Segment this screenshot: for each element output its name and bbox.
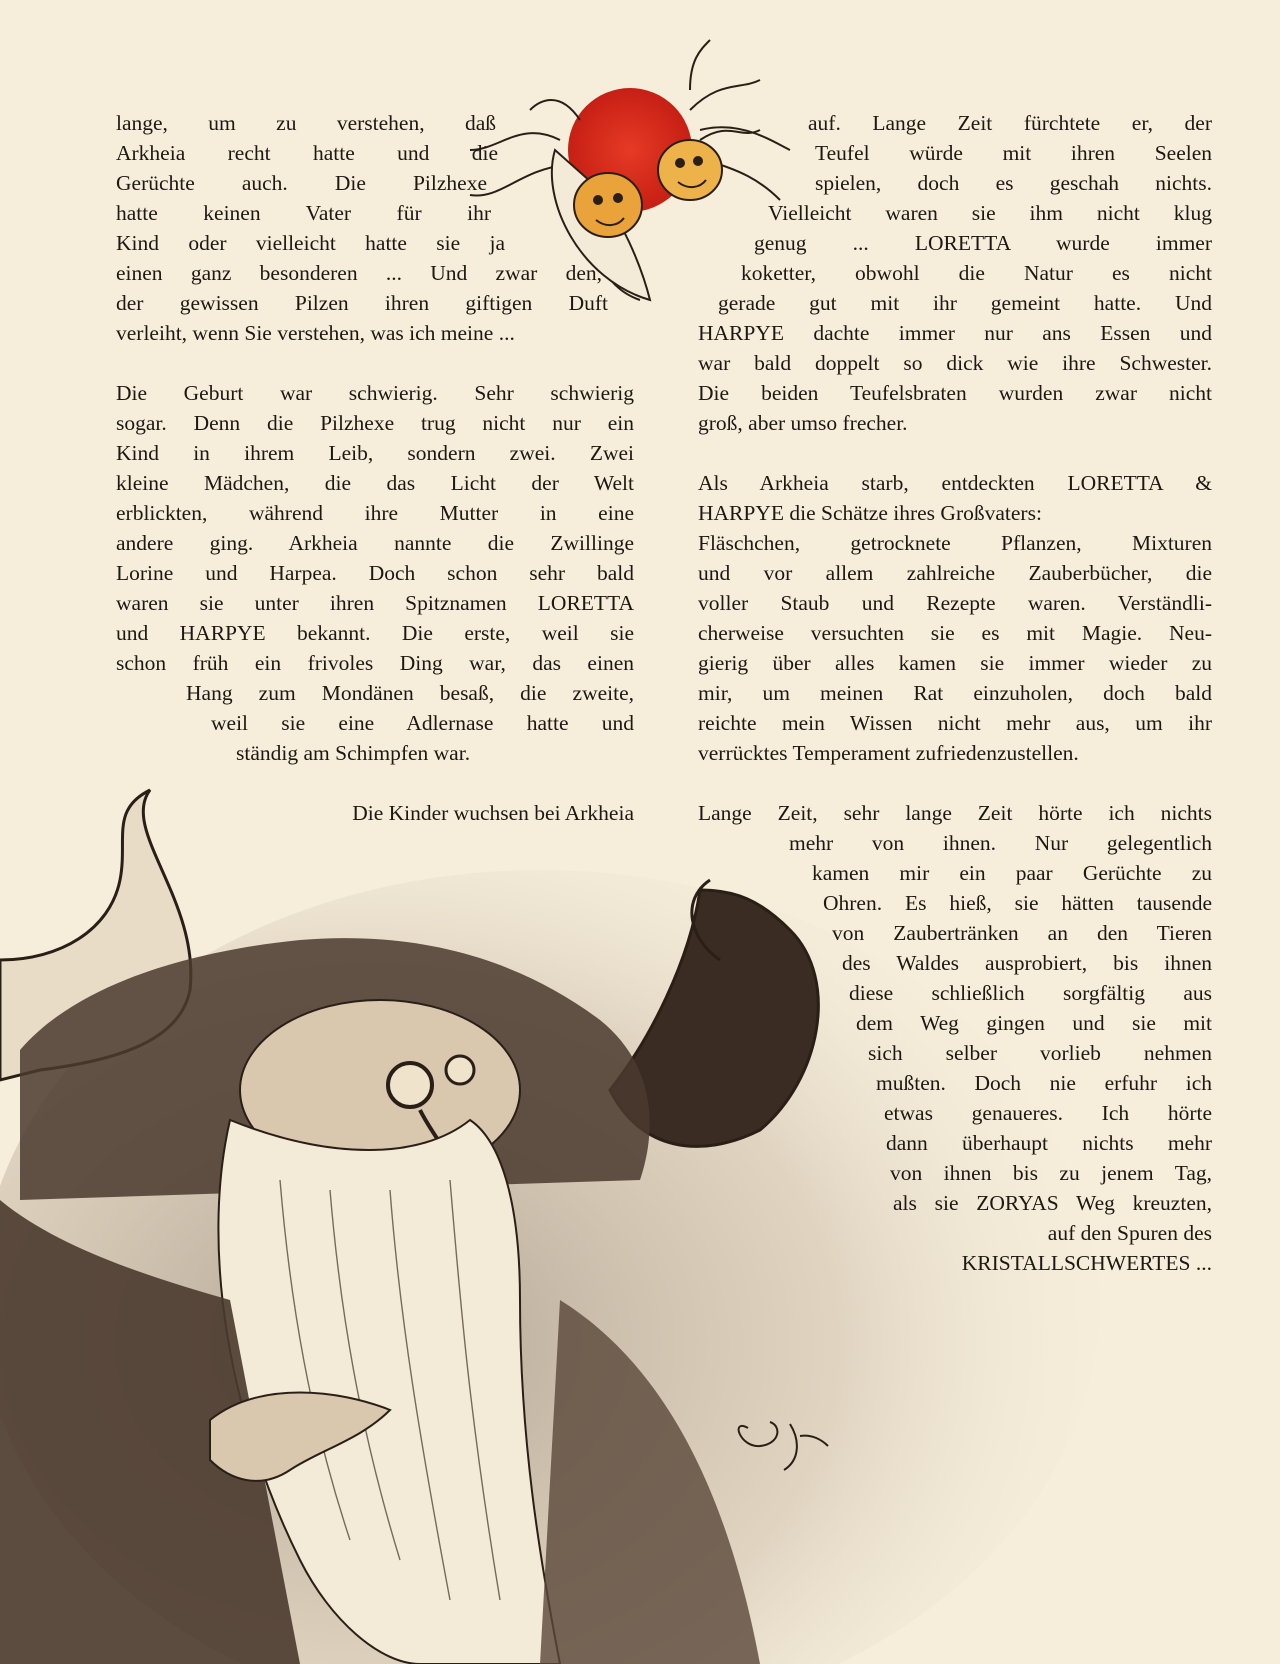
text-line: weil sie eine Adlernase hatte und xyxy=(211,711,634,735)
text-line: kleine Mädchen, die das Licht der Welt xyxy=(116,471,634,495)
text-line: der gewissen Pilzen ihren giftigen Duft xyxy=(116,291,608,315)
text-line: Kind in ihrem Leib, sondern zwei. Zwei xyxy=(116,441,634,465)
text-line: und HARPYE bekannt. Die erste, weil sie xyxy=(116,621,634,645)
text-line: andere ging. Arkheia nannte die Zwillinge xyxy=(116,531,634,555)
text-line: waren sie unter ihren Spitznamen LORETTA xyxy=(116,591,634,615)
text-line: von Zaubertränken an den Tieren xyxy=(832,921,1212,945)
text-line: verleiht, wenn Sie verstehen, was ich meine ... xyxy=(116,321,515,345)
text-line: verrücktes Temperament zufriedenzustellen. xyxy=(698,741,1079,765)
text-line: auf. Lange Zeit fürchtete er, der xyxy=(808,111,1212,135)
text-line: cherweise versuchten sie es mit Magie. Neu- xyxy=(698,621,1212,645)
text-line: Die Geburt war schwierig. Sehr schwierig xyxy=(116,381,634,405)
text-line: von ihnen bis zu jenem Tag, xyxy=(890,1161,1212,1185)
text-line: gerade gut mit ihr gemeint hatte. Und xyxy=(718,291,1212,315)
text-line: dem Weg gingen und sie mit xyxy=(856,1011,1212,1035)
text-line: Teufel würde mit ihren Seelen xyxy=(815,141,1212,165)
text-line: gierig über alles kamen sie immer wieder zu xyxy=(698,651,1212,675)
text-line: mir, um meinen Rat einzuholen, doch bald xyxy=(698,681,1212,705)
text-line: sogar. Denn die Pilzhexe trug nicht nur ein xyxy=(116,411,634,435)
text-line: erblickten, während ihre Mutter in eine xyxy=(116,501,634,525)
text-line: Arkheia recht hatte und die xyxy=(116,141,498,165)
text-line: auf den Spuren des xyxy=(1047,1221,1212,1245)
text-line: HARPYE dachte immer nur ans Essen und xyxy=(698,321,1212,345)
text-line: des Waldes ausprobiert, bis ihnen xyxy=(842,951,1212,975)
text-line: hatte keinen Vater für ihr xyxy=(116,201,491,225)
text-line: groß, aber umso frecher. xyxy=(698,411,908,435)
text-line: schon früh ein frivoles Ding war, das einen xyxy=(116,651,634,675)
text-line: Hang zum Mondänen besaß, die zweite, xyxy=(186,681,634,705)
text-line: und vor allem zahlreiche Zauberbücher, die xyxy=(698,561,1212,585)
text-line: Gerüchte auch. Die Pilzhexe xyxy=(116,171,487,195)
text-line: Als Arkheia starb, entdeckten LORETTA & xyxy=(698,471,1212,495)
text-line: Lange Zeit, sehr lange Zeit hörte ich nichts xyxy=(698,801,1212,825)
text-line: lange, um zu verstehen, daß xyxy=(116,111,496,135)
text-line: Fläschchen, getrocknete Pflanzen, Mixturen xyxy=(698,531,1212,555)
text-line: diese schließlich sorgfältig aus xyxy=(849,981,1212,1005)
text-line: ständig am Schimpfen war. xyxy=(236,741,471,765)
text-line: spielen, doch es geschah nichts. xyxy=(815,171,1212,195)
text-line: HARPYE die Schätze ihres Großvaters: xyxy=(698,501,1042,525)
text-line: als sie ZORYAS Weg kreuzten, xyxy=(893,1191,1212,1215)
text-line: dann überhaupt nichts mehr xyxy=(886,1131,1212,1155)
text-line: Die Kinder wuchsen bei Arkheia xyxy=(352,801,634,825)
text-line: war bald doppelt so dick wie ihre Schwester. xyxy=(698,351,1212,375)
text-line: etwas genaueres. Ich hörte xyxy=(884,1101,1212,1125)
text-line: mußten. Doch nie erfuhr ich xyxy=(876,1071,1212,1095)
text-line: Kind oder vielleicht hatte sie ja xyxy=(116,231,505,255)
text-line: kamen mir ein paar Gerüchte zu xyxy=(812,861,1212,885)
text-line: voller Staub und Rezepte waren. Verständli- xyxy=(698,591,1212,615)
text-line: Die beiden Teufelsbraten wurden zwar nicht xyxy=(698,381,1212,405)
text-line: genug ... LORETTA wurde immer xyxy=(754,231,1212,255)
text-line: mehr von ihnen. Nur gelegentlich xyxy=(789,831,1212,855)
text-line: Vielleicht waren sie ihm nicht klug xyxy=(768,201,1212,225)
text-line: einen ganz besonderen ... Und zwar den, xyxy=(116,261,602,285)
text-line: reichte mein Wissen nicht mehr aus, um ihr xyxy=(698,711,1212,735)
text-line: sich selber vorlieb nehmen xyxy=(868,1041,1212,1065)
text-line: KRISTALLSCHWERTES ... xyxy=(961,1251,1212,1275)
text-line: Ohren. Es hieß, sie hätten tausende xyxy=(823,891,1212,915)
text-line: koketter, obwohl die Natur es nicht xyxy=(741,261,1212,285)
text-line: Lorine und Harpea. Doch schon sehr bald xyxy=(116,561,634,585)
